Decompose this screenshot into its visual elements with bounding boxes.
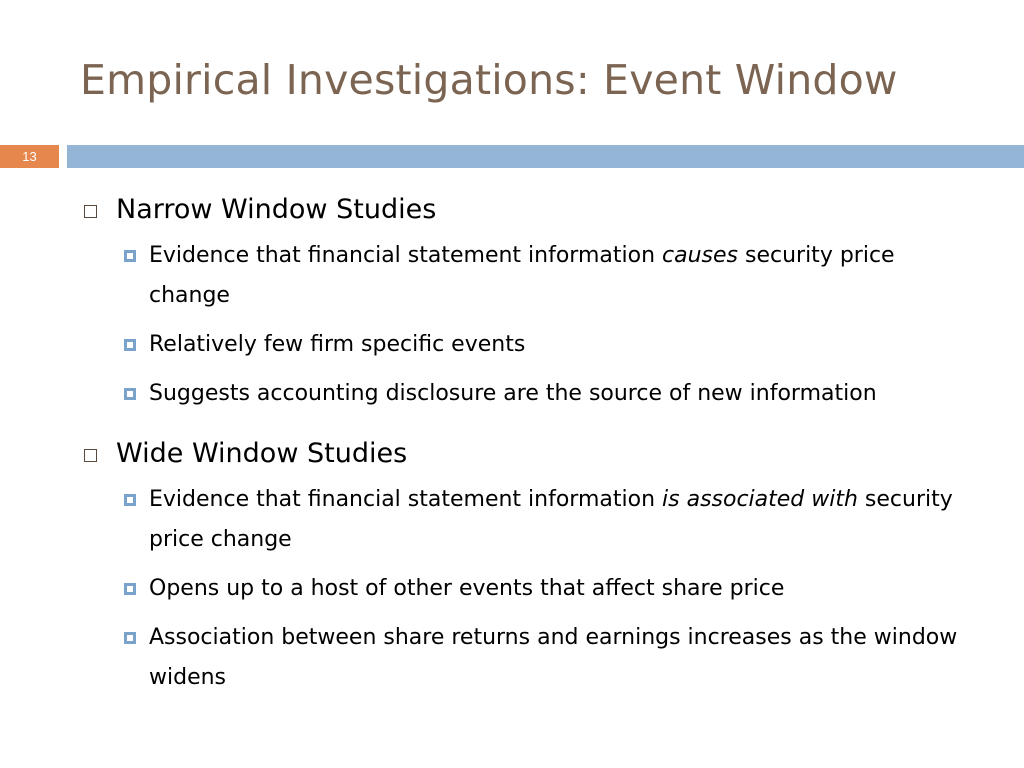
square-bullet-icon [124,250,136,262]
sub-bullet [120,374,980,414]
emphasis-text: is associated with [662,487,858,512]
slide-number: 13 [0,145,59,168]
header-rule-bar [67,145,1024,168]
text-run: Evidence that financial statement information [149,487,663,512]
sub-bullet-text: Association between share returns and earnings increases as the window widens [149,625,958,690]
sub-bullet [120,236,980,316]
text-run: security price change [149,487,953,552]
bullet-heading: Narrow Window Studies [116,194,437,225]
section-group [80,436,980,698]
slide-title: Empirical Investigations: Event Window [80,56,898,104]
text-run: security price change [149,243,895,308]
square-bullet-icon [124,583,136,595]
sub-bullet-text [149,480,969,560]
text-run: Evidence that financial statement information [149,243,663,268]
bullet-heading: Wide Window Studies [116,438,408,469]
hollow-square-bullet-icon [84,449,97,462]
square-bullet-icon [124,388,136,400]
sub-bullet [120,618,980,698]
sub-bullet-text: Relatively few firm specific events [149,332,526,357]
sub-bullet-text: Suggests accounting disclosure are the source of new information [149,381,877,406]
sub-bullet-text [149,236,969,316]
hollow-square-bullet-icon [84,205,97,218]
sub-bullet [120,480,980,560]
sub-bullet-text: Opens up to a host of other events that affect share price [149,576,785,601]
sub-bullet [120,569,980,609]
emphasis-text: causes [662,243,738,268]
square-bullet-icon [124,494,136,506]
bullet-narrow-window-studies [80,192,980,228]
sub-bullet-list [120,480,980,698]
bullet-wide-window-studies [80,436,980,472]
square-bullet-icon [124,339,136,351]
square-bullet-icon [124,632,136,644]
slide-content [80,192,980,707]
sub-bullet-list [120,236,980,414]
sub-bullet [120,325,980,365]
